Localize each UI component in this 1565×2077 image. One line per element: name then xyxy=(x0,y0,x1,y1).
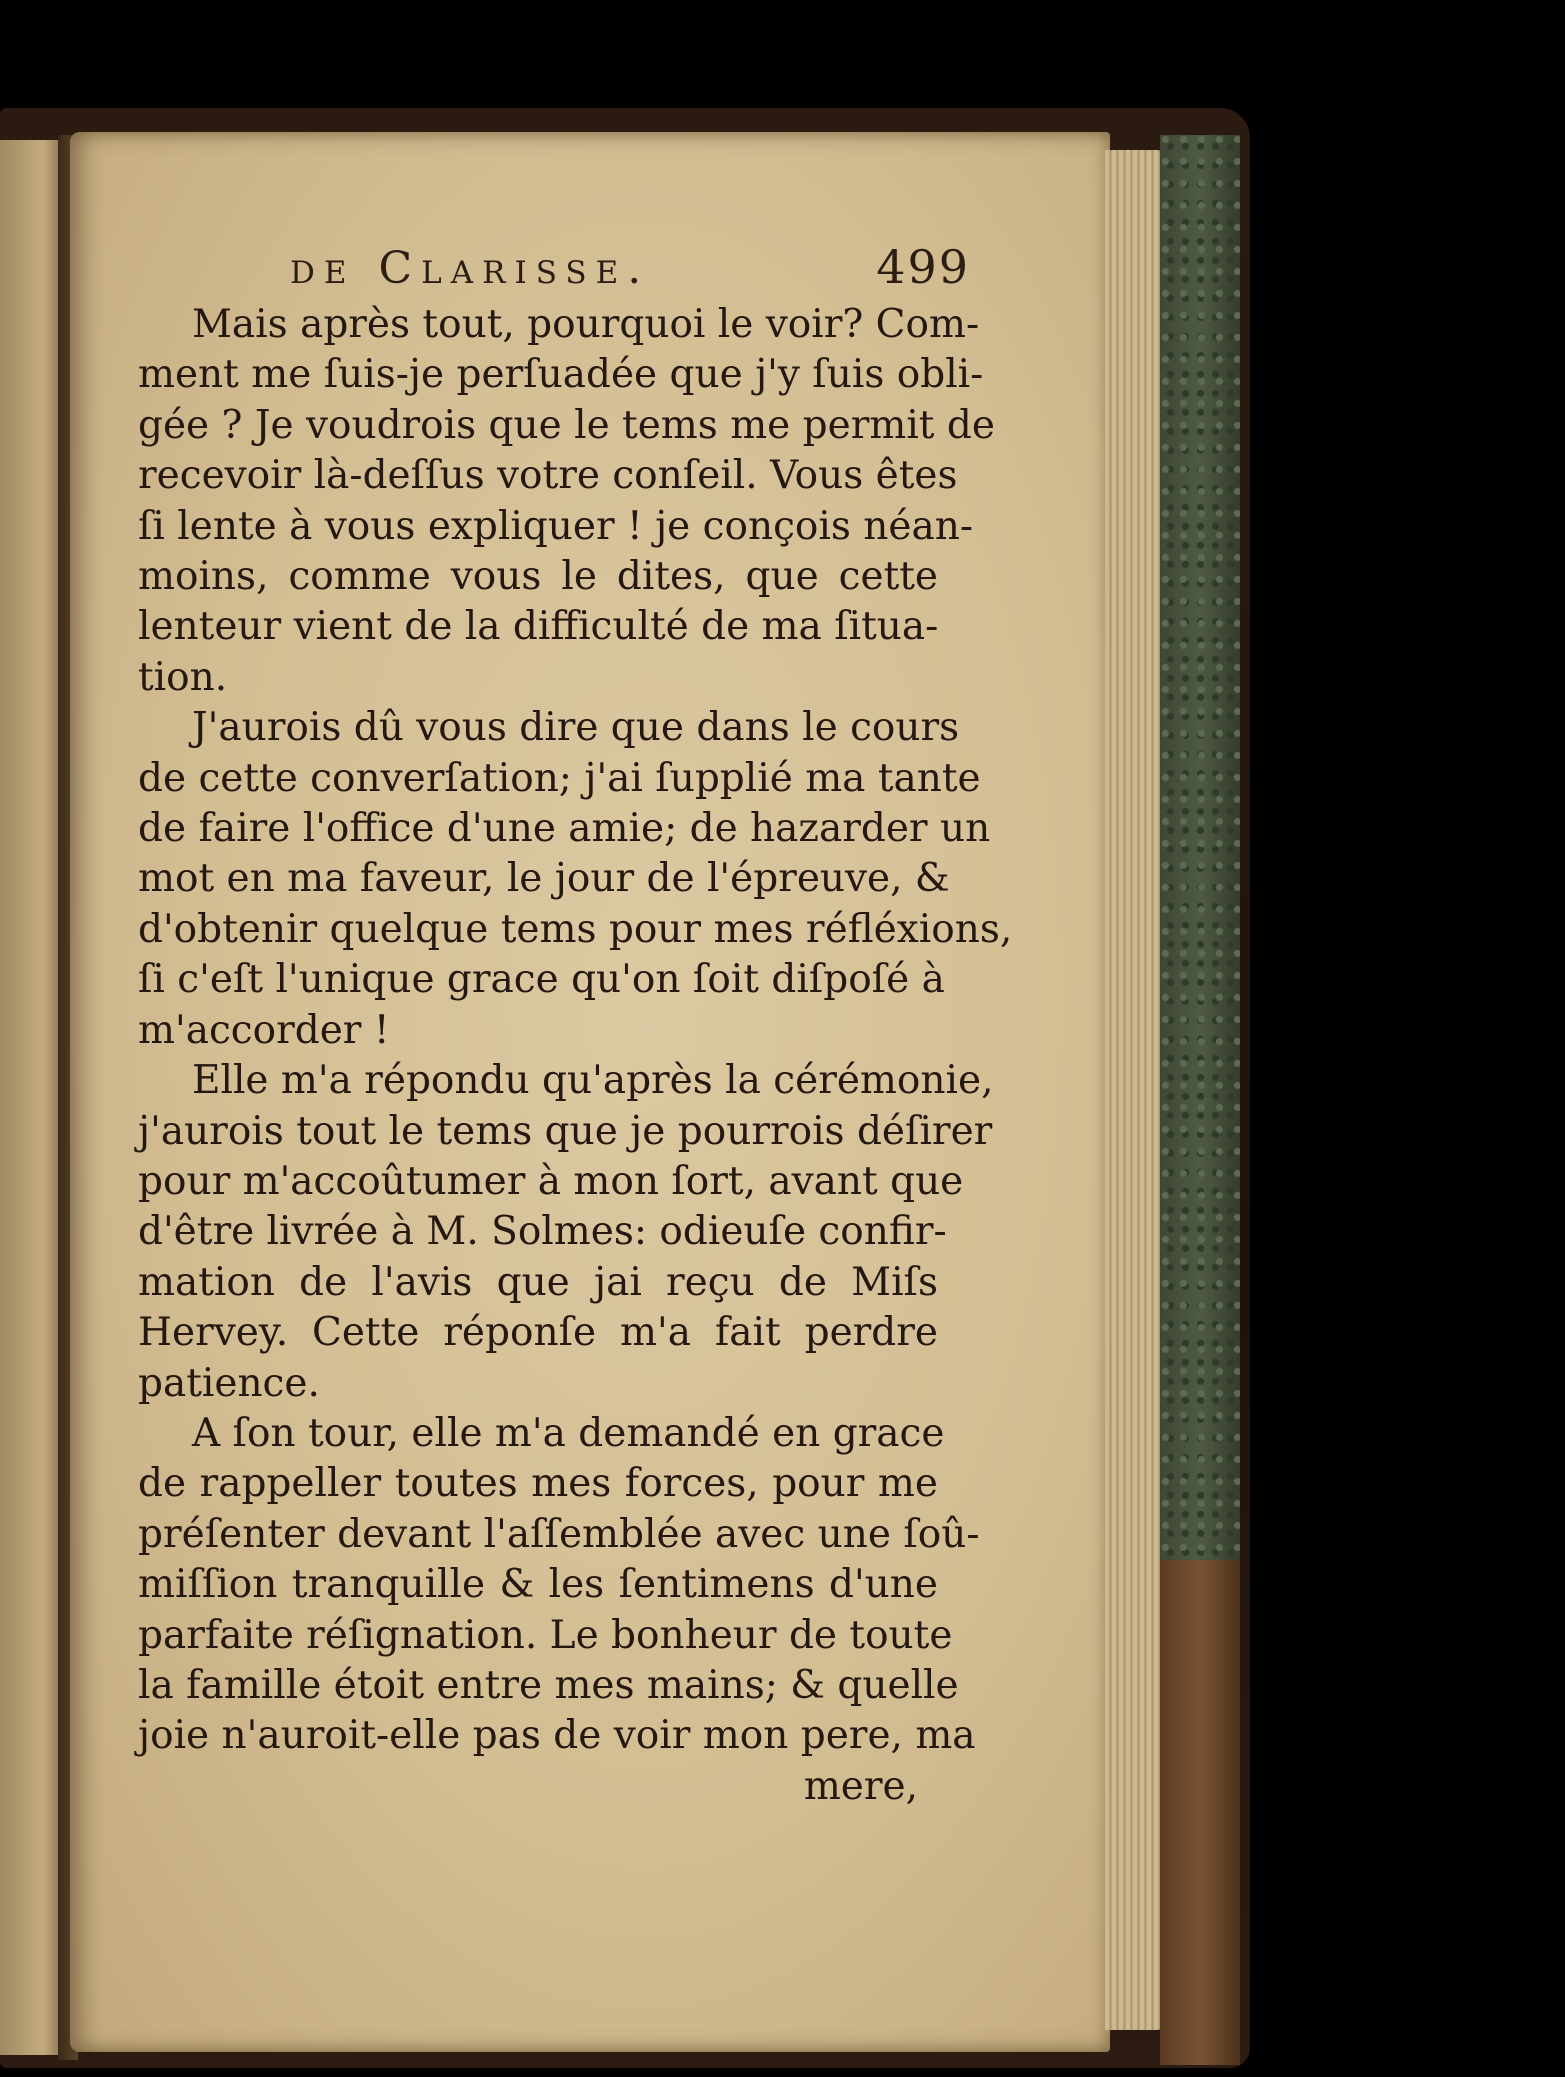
running-title: de Clarisse. xyxy=(290,243,651,294)
body-text xyxy=(138,300,1013,1812)
catchword: mere, xyxy=(803,1763,918,1809)
text-line: de cette converſation; j'ai ſupplié ma tante xyxy=(138,755,981,801)
text-line: mation de l'avis que jai reçu de Miſs xyxy=(138,1259,938,1305)
text-line: Mais après tout, pourquoi le voir? Com- xyxy=(192,302,980,347)
text-line: patience. xyxy=(138,1360,320,1406)
text-line: Elle m'a répondu qu'après la cérémonie, xyxy=(192,1058,994,1104)
text-line: ſi lente à vous expliquer ! je conçois néan- xyxy=(138,503,974,549)
text-line: joie n'auroit-elle pas de voir mon pere, ma xyxy=(138,1713,976,1759)
text-line: Hervey. Cette réponſe m'a fait perdre xyxy=(138,1310,938,1356)
text-line: pour m'accoûtumer à mon ſort, avant que xyxy=(138,1158,964,1204)
running-header xyxy=(290,240,970,294)
page-edges xyxy=(1105,150,1165,2030)
text-line: m'accorder ! xyxy=(138,1007,390,1053)
text-line: J'aurois dû vous dire que dans le cours xyxy=(192,705,960,751)
text-line: d'obtenir quelque tems pour mes réfléxions, xyxy=(138,906,1013,952)
text-line: lenteur vient de la difficulté de ma ſitua- xyxy=(138,604,939,650)
text-line: ment me ſuis-je perſuadée que j'y ſuis obli- xyxy=(138,352,984,398)
text-line: miſſion tranquille & les ſentimens d'une xyxy=(138,1562,938,1608)
text-line: préſenter devant l'aſſemblée avec une ſoû- xyxy=(138,1511,980,1557)
text-line: recevoir là-deſſus votre conſeil. Vous êtes xyxy=(138,453,958,499)
text-line: j'aurois tout le tems que je pourrois déſirer xyxy=(138,1108,993,1154)
text-line: mot en ma faveur, le jour de l'épreuve, & xyxy=(138,856,950,902)
text-line: A ſon tour, elle m'a demandé en grace xyxy=(192,1410,945,1456)
leather-spine xyxy=(1160,1560,1240,2065)
text-line: ſi c'eſt l'unique grace qu'on ſoit diſpoſé à xyxy=(138,957,945,1003)
facing-page-edge xyxy=(0,140,62,2055)
text-line: la famille étoit entre mes mains; & quelle xyxy=(138,1662,959,1708)
text-line: de faire l'office d'une amie; de hazarder un xyxy=(138,806,991,852)
text-line: gée ? Je voudrois que le tems me permit de xyxy=(138,402,995,448)
text-line: de rappeller toutes mes forces, pour me xyxy=(138,1461,938,1507)
text-line: parfaite réſignation. Le bonheur de toute xyxy=(138,1612,953,1658)
text-line: moins, comme vous le dites, que cette xyxy=(138,554,938,600)
text-line: d'être livrée à M. Solmes: odieuſe confir- xyxy=(138,1209,947,1255)
text-line: tion. xyxy=(138,654,228,700)
page-number: 499 xyxy=(876,240,970,294)
